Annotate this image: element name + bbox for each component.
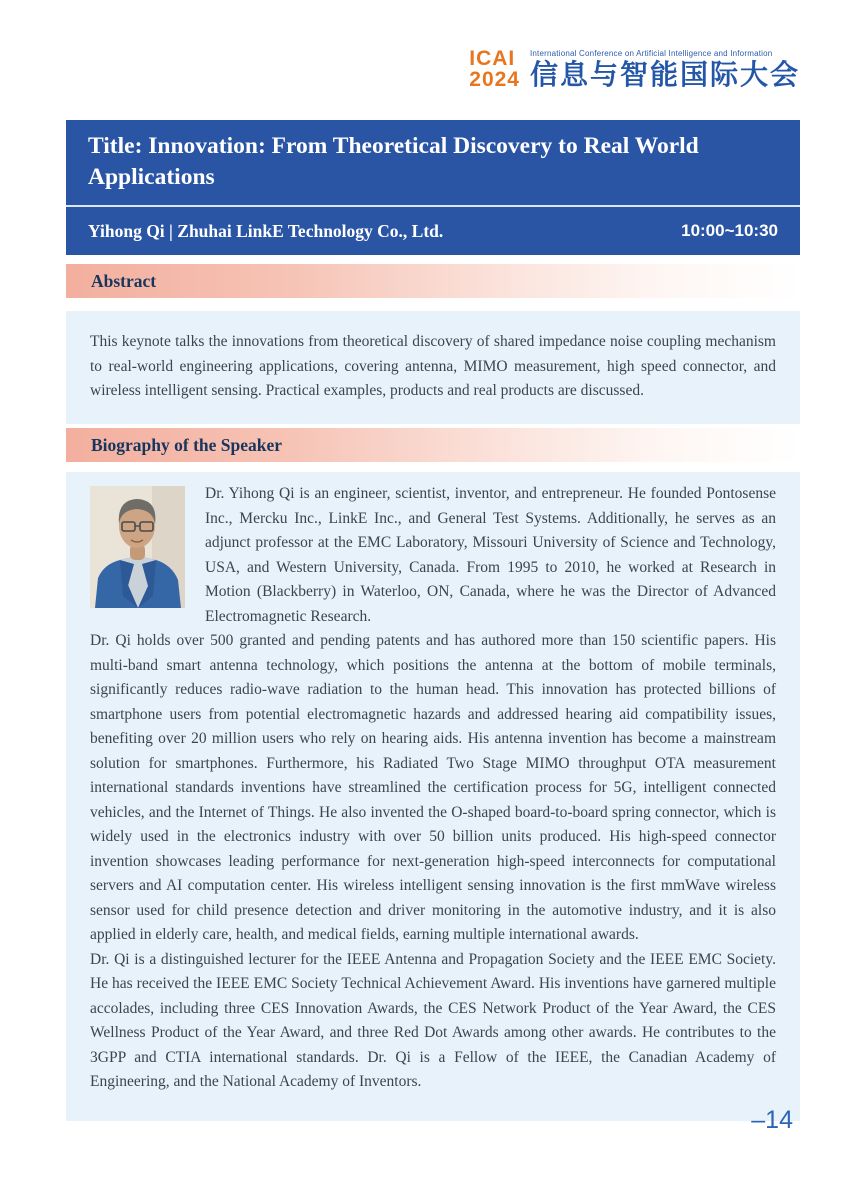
session-banner <box>66 120 800 255</box>
session-time: 10:00~10:30 <box>681 221 778 240</box>
page-number: –14 <box>751 1106 793 1134</box>
logo-text-block <box>530 49 800 90</box>
biography-heading: Biography of the Speaker <box>91 434 283 455</box>
logo-acronym-line2: 2024 <box>469 68 520 91</box>
biography-body <box>66 472 800 1121</box>
biography-heading-bar <box>66 428 800 462</box>
abstract-body <box>66 311 800 424</box>
logo-tagline: International Conference on Artificial Intelligence and Information <box>529 48 773 58</box>
conference-logo <box>469 48 800 90</box>
logo-chinese-title: 信息与智能国际大会 <box>529 58 800 90</box>
logo-acronym-line1: ICAI <box>469 47 516 70</box>
abstract-heading: Abstract <box>91 270 157 291</box>
speaker-photo <box>90 486 185 608</box>
biography-paragraph-2: Dr. Qi holds over 500 granted and pending patents and has authored more than 150 scientific papers. His multi-band smart antenna technology, which positions the antenna at the bottom of mobile terminals, significantly reduces radio-wave radiation to the human head. This innovation has protected billions of smartphone users from potential electromagnetic hazards and addressed hearing aid compatibility issues, benefiting over 20 million users who rely on hearing aids. His antenna invention has become a mainstream solution for smartphones. Furthermore, his Radiated Two Stage MIMO throughput OTA measurement international standards inventions have streamlined the certification process for 5G, intelligent connected vehicles, and the Internet of Things. He also invented the O-shaped board-to-board spring connector, which is widely used in the electronics industry with over 50 billion units produced. His high-speed connector invention showcases leading performance for next-generation high-speed interconnects for computational servers and AI computation center. His wireless intelligent sensing innovation is the first mmWave wireless sensor used for child presence detection and driver monitoring in the automotive industry, and it is also applied in elderly care, health, and medical fields, earning multiple international awards. <box>90 632 776 943</box>
logo-acronym <box>469 48 520 90</box>
biography-paragraph-3: Dr. Qi is a distinguished lecturer for the IEEE Antenna and Propagation Society and the IEEE EMC Society. He has received the IEEE EMC Society Technical Achievement Award. His inventions have garnered multiple accolades, including three CES Innovation Awards, the CES Network Product of the Year Award, the CES Wellness Product of the Year Award, and three Red Dot Awards among other awards. He contributes to the 3GPP and CTIA international standards. Dr. Qi is a Fellow of the IEEE, the Canadian Academy of Engineering, and the National Academy of Inventors. <box>90 950 776 1090</box>
biography-paragraph-1: Dr. Yihong Qi is an engineer, scientist, inventor, and entrepreneur. He founded Pontosense Inc., Mercku Inc., LinkE Inc., and General Test Systems. Additionally, he serves as an adjunct professor at the EMC Laboratory, Missouri University of Science and Technology, USA, and Western University, Canada. From 1995 to 2010, he worked at Research in Motion (Blackberry) in Waterloo, ON, Canada, where he was the Director of Advanced Electromagnetic Research. <box>205 485 776 625</box>
session-title: Title: Innovation: From Theoretical Discovery to Real World Applications <box>88 133 699 190</box>
speaker-affiliation: Yihong Qi | Zhuhai LinkE Technology Co., Ltd. <box>88 220 444 241</box>
abstract-heading-bar <box>66 264 800 298</box>
abstract-text: This keynote talks the innovations from theoretical discovery of shared impedance noise coupling mechanism to real-world engineering applications, covering antenna, MIMO measurement, high speed connector, and wireless intelligent sensing. Practical examples, products and real products are discussed. <box>90 333 776 399</box>
session-subbar <box>66 207 800 255</box>
